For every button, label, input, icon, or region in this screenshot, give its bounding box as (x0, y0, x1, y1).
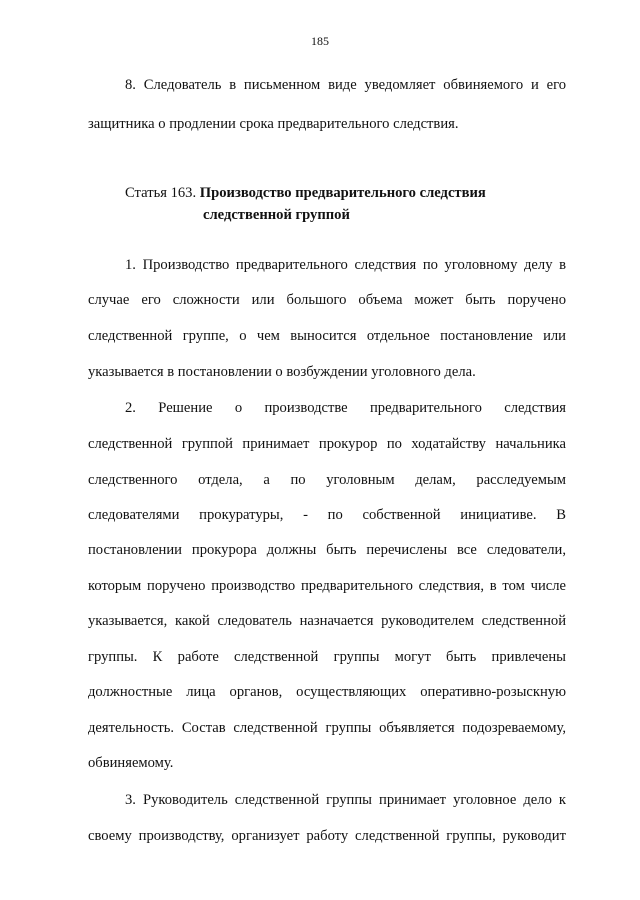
article-title-line2: следственной группой (203, 207, 350, 223)
paragraph-2-line: следователями прокуратуры, - по собственной инициативе. В (88, 507, 566, 523)
article-title-line1: Производство предварительного следствия (199, 185, 486, 201)
paragraph-2-line: следственного отдела, а по уголовным делам, расследуемым (88, 472, 566, 488)
paragraph-8-line: защитника о продлении срока предварительного следствия. (88, 116, 459, 132)
paragraph-2-line: которым поручено производство предварительного следствия, в том числе (88, 578, 566, 594)
article-label: Статья 163. (125, 185, 197, 201)
paragraph-1-line: следственной группе, о чем выносится отдельное постановление или (88, 328, 566, 344)
paragraph-2-line: обвиняемому. (88, 755, 174, 771)
paragraph-1-line: указывается в постановлении о возбуждении уголовного дела. (88, 364, 476, 380)
article-heading (125, 182, 545, 226)
paragraph-2-line: группы. К работе следственной группы могут быть привлечены (88, 649, 566, 665)
paragraph-3-line: своему производству, организует работу следственной группы, руководит (88, 828, 566, 844)
paragraph-2-line: 2. Решение о производстве предварительного следствия (125, 400, 566, 416)
paragraph-2-line: следственной группой принимает прокурор по ходатайству начальника (88, 436, 566, 452)
paragraph-3-line: 3. Руководитель следственной группы принимает уголовное дело к (125, 792, 566, 808)
page-number: 185 (311, 34, 329, 48)
paragraph-2-line: указывается, какой следователь назначается руководителем следственной (88, 613, 566, 629)
paragraph-2-line: деятельность. Состав следственной группы объявляется подозреваемому, (88, 720, 566, 736)
paragraph-2-line: должностные лица органов, осуществляющих оперативно-розыскную (88, 684, 566, 700)
paragraph-2-line: постановлении прокурора должны быть перечислены все следователи, (88, 542, 566, 558)
paragraph-1-line: случае его сложности или большого объема может быть поручено (88, 292, 566, 308)
paragraph-8-line: 8. Следователь в письменном виде уведомляет обвиняемого и его (125, 77, 566, 93)
paragraph-1-line: 1. Производство предварительного следствия по уголовному делу в (125, 257, 566, 273)
